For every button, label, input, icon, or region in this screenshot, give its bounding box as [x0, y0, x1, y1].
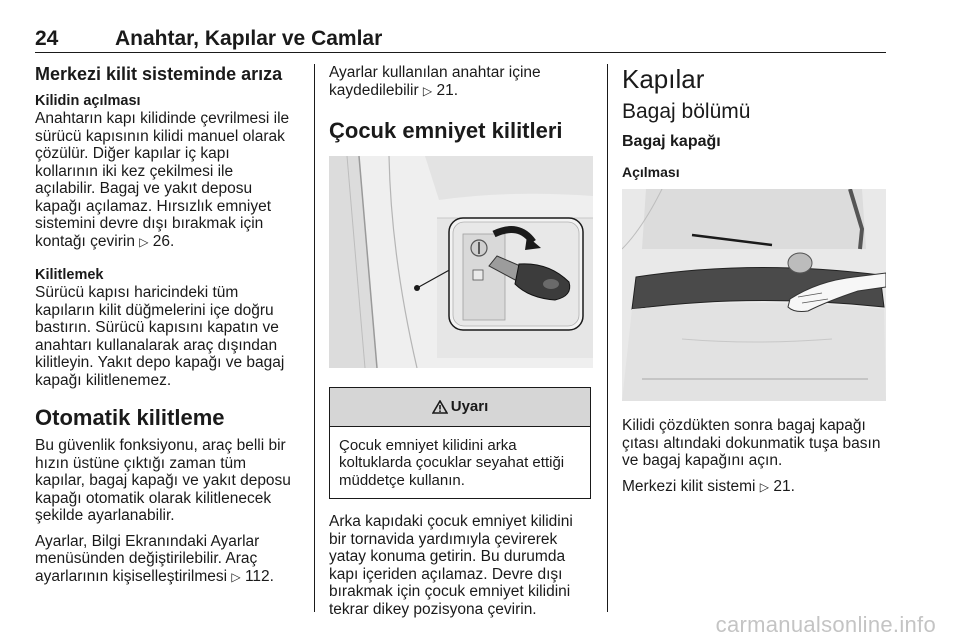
warning-box [329, 387, 591, 500]
subheading-luggage-compartment: Bagaj bölümü [622, 100, 751, 123]
page-ref-link-21[interactable]: 21. [436, 81, 459, 99]
warning-triangle-icon [432, 400, 448, 414]
page-ref-link-21[interactable]: 21. [773, 477, 795, 495]
page-reference-arrow-icon: ▷ [139, 234, 149, 249]
column-divider [314, 64, 315, 612]
page-reference-arrow-icon: ▷ [231, 569, 241, 584]
subheading-unlocking: Kilidin açılması [35, 93, 141, 109]
section-heading-auto-lock: Otomatik kilitleme [35, 405, 225, 430]
page-header [35, 27, 886, 53]
section-heading-doors: Kapılar [622, 64, 705, 94]
subheading-opening: Açılması [622, 164, 680, 180]
paragraph-key-settings: Ayarlar kullanılan anahtar içine kaydedilebilir ▷ 21. [329, 64, 541, 99]
page-number: 24 [35, 27, 59, 50]
warning-title: Uyarı [450, 397, 489, 415]
paragraph-locking: Sürücü kapısı haricindeki tüm kapıların kilit düğmelerini içe doğru bastırın. Sürücü kapısını kapatın ve anahtarı kullanalarak araç dışından kilitleyin. Yakıt depo kapağı ve bagaj kapağı kilitlenemez. [35, 284, 285, 389]
warning-text: Çocuk emniyet kilidini arka koltuklarda çocuklar seyahat ettiği müddetçe kullanın. [339, 436, 565, 489]
subheading-locking: Kilitlemek [35, 267, 104, 283]
paragraph-unlocking: Anahtarın kapı kilidinde çevrilmesi ile sürücü kapısının kilidi manuel olarak çözülür. Diğer kapılar iç kapı kollarının iki kez çekilmesi ile açılabilir. Bagaj ve yakıt deposu kapağı açılamaz. Hırsızlık emniyet sistemini devre dışı bırakmak için kontağı çevirin ▷ 26. [35, 110, 290, 250]
paragraph-child-lock-instructions: Arka kapıdaki çocuk emniyet kilidini bir tornavida yardımıyla çevirerek yatay konuma getirin. Bu durumda kapı içeriden açılamaz. Devre dışı bırakmak için çocuk emniyet kilidini tekrar dikey pozisyona çevirin. [329, 513, 573, 618]
section-heading-child-locks: Çocuk emniyet kilitleri [329, 118, 563, 143]
tailgate-opening-illustration [622, 189, 886, 401]
paragraph-settings: Ayarlar, Bilgi Ekranındaki Ayarlar menüsünden değiştirilebilir. Araç ayarlarının kişiselleştirilmesi ▷ 112. [35, 532, 274, 585]
column-left [35, 64, 301, 594]
paragraph-central-lock-reference: Merkezi kilit sistemi ▷ 21. [622, 477, 795, 495]
page-reference-arrow-icon: ▷ [759, 479, 770, 494]
page-ref-link-112[interactable]: 112. [244, 567, 274, 585]
column-right [622, 64, 888, 504]
child-lock-illustration [329, 156, 593, 368]
column-divider [607, 64, 608, 612]
page-reference-arrow-icon: ▷ [422, 83, 433, 98]
subheading-tailgate: Bagaj kapağı [622, 133, 721, 150]
paragraph-auto-lock: Bu güvenlik fonksiyonu, araç belli bir hızın üstüne çıktığı zaman tüm kapılar, bagaj kapağı ve yakıt deposu kapağı otomatik olarak kilitlenecek şekilde ayarlanabilir. [35, 437, 291, 524]
section-heading-central-lock-fault: Merkezi kilit sisteminde arıza [35, 64, 283, 84]
watermark: carmanualsonline.info [715, 612, 936, 637]
column-middle [329, 64, 595, 626]
page-ref-link-26[interactable]: 26. [152, 232, 175, 250]
warning-header [330, 388, 590, 427]
chapter-title: Anahtar, Kapılar ve Camlar [115, 27, 383, 50]
paragraph-tailgate-opening: Kilidi çözdükten sonra bagaj kapağı çıtası altındaki dokunmatik tuşa basın ve bagaj kapağını açın. [622, 417, 881, 469]
